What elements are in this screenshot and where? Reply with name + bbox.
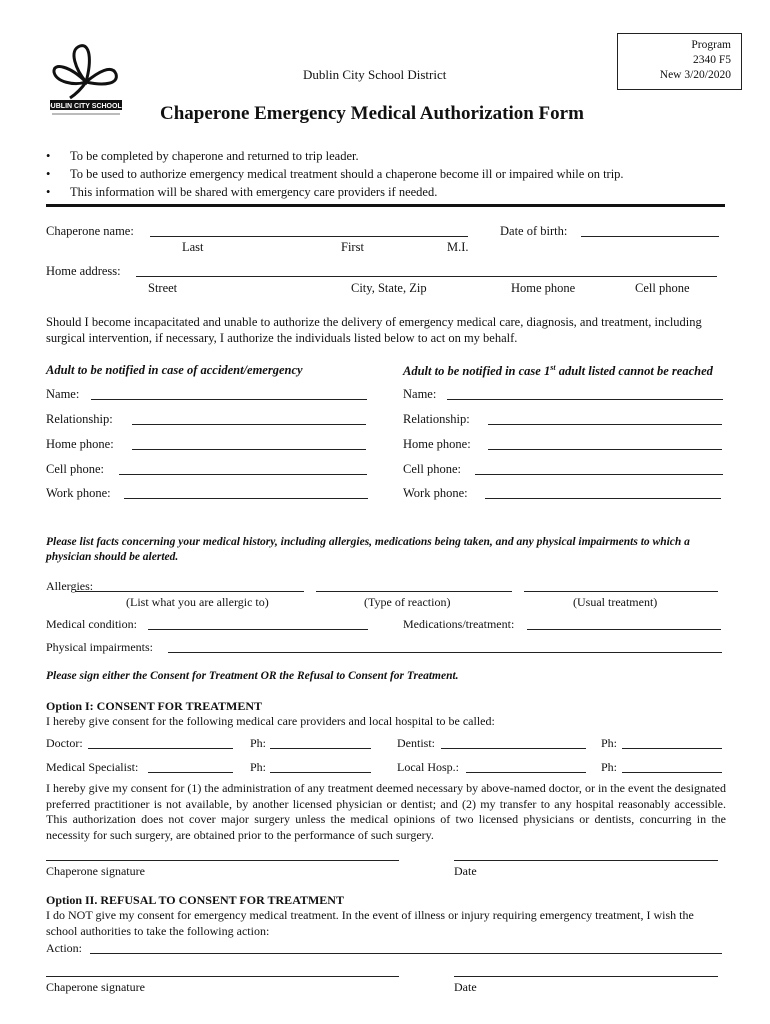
option1-heading: Option I: CONSENT FOR TREATMENT xyxy=(46,699,263,713)
allergic-to-caption: (List what you are allergic to) xyxy=(126,595,269,609)
consent-signature-caption: Chaperone signature xyxy=(46,864,145,878)
dentist-field[interactable] xyxy=(441,748,586,749)
mi-caption: M.I. xyxy=(447,240,469,254)
secondary-work-phone-label: Work phone: xyxy=(403,486,468,500)
option1-intro: I hereby give consent for the following medical care providers and local hospital to be called: xyxy=(46,714,495,728)
section-divider xyxy=(46,204,725,207)
primary-name-field[interactable] xyxy=(91,399,367,400)
secondary-relationship-field[interactable] xyxy=(488,424,722,425)
consent-date-field[interactable] xyxy=(454,860,718,861)
primary-relationship-label: Relationship: xyxy=(46,412,113,426)
consent-text: I hereby give my consent for (1) the administration of any treatment deemed necessary by above-named doctor, or in the event the designated preferred practitioner is not available, by another licensed physician or dentist; and (2) my transfer to any hospital reasonably accessible. This authorization does not cover major surgery unless the medical opinions of two licensed physicians or dentists, concurring in the necessity for such surgery, are obtained prior to the performance of such surgery. xyxy=(46,781,726,842)
specialist-field[interactable] xyxy=(148,772,233,773)
list-item: • To be completed by chaperone and returned to trip leader. xyxy=(46,147,624,165)
primary-relationship-field[interactable] xyxy=(132,424,366,425)
secondary-contact-heading: Adult to be notified in case 1st adult listed cannot be reached xyxy=(403,363,713,379)
treatment-field[interactable] xyxy=(524,591,718,592)
refusal-signature-field[interactable] xyxy=(46,976,399,977)
primary-home-phone-field[interactable] xyxy=(132,449,366,450)
secondary-cell-phone-field[interactable] xyxy=(475,474,723,475)
last-caption: Last xyxy=(182,240,204,254)
dublin-schools-logo-icon xyxy=(46,42,126,124)
refusal-date-caption: Date xyxy=(454,980,477,994)
primary-cell-phone-field[interactable] xyxy=(119,474,367,475)
primary-contact-heading: Adult to be notified in case of accident/emergency xyxy=(46,363,303,377)
dob-field[interactable] xyxy=(581,236,719,237)
refusal-date-field[interactable] xyxy=(454,976,718,977)
sign-instruction: Please sign either the Consent for Treatment OR the Refusal to Consent for Treatment. xyxy=(46,670,459,682)
treatment-caption: (Usual treatment) xyxy=(573,595,658,609)
list-item: • This information will be shared with emergency care providers if needed. xyxy=(46,183,624,201)
impairments-label: Physical impairments: xyxy=(46,640,153,654)
list-item: • To be used to authorize emergency medical treatment should a chaperone become ill or impaired while on trip. xyxy=(46,165,624,183)
hospital-field[interactable] xyxy=(466,772,586,773)
refusal-signature-caption: Chaperone signature xyxy=(46,980,145,994)
medical-condition-field[interactable] xyxy=(148,629,368,630)
doctor-phone-field[interactable] xyxy=(270,748,371,749)
city-caption: City, State, Zip xyxy=(351,281,427,295)
program-number: 2340 F5 xyxy=(692,54,731,66)
home-address-label: Home address: xyxy=(46,264,121,278)
chaperone-name-field[interactable] xyxy=(150,236,468,237)
home-address-field[interactable] xyxy=(136,276,717,277)
refusal-text: I do NOT give my consent for emergency medical treatment. In the event of illness or injury requiring emergency treatment, I wish the school authorities to take the following action: xyxy=(46,908,694,938)
instructions-list xyxy=(46,147,624,201)
medical-instructions: Please list facts concerning your medical history, including allergies, medications being taken, and any physical impairments to which a physician should be alerted. xyxy=(46,536,690,563)
allergies-label: Allergies: xyxy=(46,579,94,593)
secondary-home-phone-field[interactable] xyxy=(488,449,722,450)
dob-label: Date of birth: xyxy=(500,224,568,238)
first-caption: First xyxy=(341,240,364,254)
doctor-ph-label: Ph: xyxy=(250,736,267,750)
secondary-work-phone-field[interactable] xyxy=(485,498,721,499)
specialist-ph-label: Ph: xyxy=(250,760,267,774)
doctor-field[interactable] xyxy=(88,748,233,749)
hospital-ph-label: Ph: xyxy=(601,760,618,774)
doctor-label: Doctor: xyxy=(46,736,83,750)
dentist-label: Dentist: xyxy=(397,736,435,750)
option2-heading: Option II. REFUSAL TO CONSENT FOR TREATMENT xyxy=(46,893,344,907)
program-label: Program xyxy=(691,39,731,51)
primary-cell-phone-label: Cell phone: xyxy=(46,462,104,476)
primary-home-phone-label: Home phone: xyxy=(46,437,114,451)
program-box xyxy=(617,33,742,90)
street-caption: Street xyxy=(148,281,178,295)
medical-condition-label: Medical condition: xyxy=(46,617,137,631)
secondary-name-field[interactable] xyxy=(447,399,723,400)
secondary-relationship-label: Relationship: xyxy=(403,412,470,426)
program-date: New 3/20/2020 xyxy=(659,69,731,81)
cell-phone-caption: Cell phone xyxy=(635,281,690,295)
primary-work-phone-field[interactable] xyxy=(124,498,368,499)
district-name: Dublin City School District xyxy=(303,67,447,82)
primary-work-phone-label: Work phone: xyxy=(46,486,111,500)
medications-label: Medications/treatment: xyxy=(403,617,515,631)
secondary-home-phone-label: Home phone: xyxy=(403,437,471,451)
primary-name-label: Name: xyxy=(46,387,80,401)
impairments-field[interactable] xyxy=(168,652,722,653)
page-title: Chaperone Emergency Medical Authorization Form xyxy=(160,103,584,124)
hospital-label: Local Hosp.: xyxy=(397,760,459,774)
medications-field[interactable] xyxy=(527,629,721,630)
authorization-text: Should I become incapacitated and unable to authorize the delivery of emergency medical care, diagnosis, and treatment, including surgical intervention, if necessary, I authorize the individuals listed below to act on my behalf. xyxy=(46,315,702,345)
dentist-phone-field[interactable] xyxy=(622,748,722,749)
secondary-name-label: Name: xyxy=(403,387,437,401)
reaction-caption: (Type of reaction) xyxy=(364,595,451,609)
reaction-field[interactable] xyxy=(316,591,512,592)
specialist-label: Medical Specialist: xyxy=(46,760,139,774)
allergies-field[interactable] xyxy=(75,591,304,592)
consent-signature-field[interactable] xyxy=(46,860,399,861)
action-label: Action: xyxy=(46,941,82,955)
hospital-phone-field[interactable] xyxy=(622,772,722,773)
secondary-cell-phone-label: Cell phone: xyxy=(403,462,461,476)
dentist-ph-label: Ph: xyxy=(601,736,618,750)
consent-date-caption: Date xyxy=(454,864,477,878)
home-phone-caption: Home phone xyxy=(511,281,576,295)
specialist-phone-field[interactable] xyxy=(270,772,371,773)
chaperone-name-label: Chaperone name: xyxy=(46,224,134,238)
svg-text:DUBLIN CITY SCHOOLS: DUBLIN CITY SCHOOLS xyxy=(46,103,126,110)
action-field[interactable] xyxy=(90,953,722,954)
